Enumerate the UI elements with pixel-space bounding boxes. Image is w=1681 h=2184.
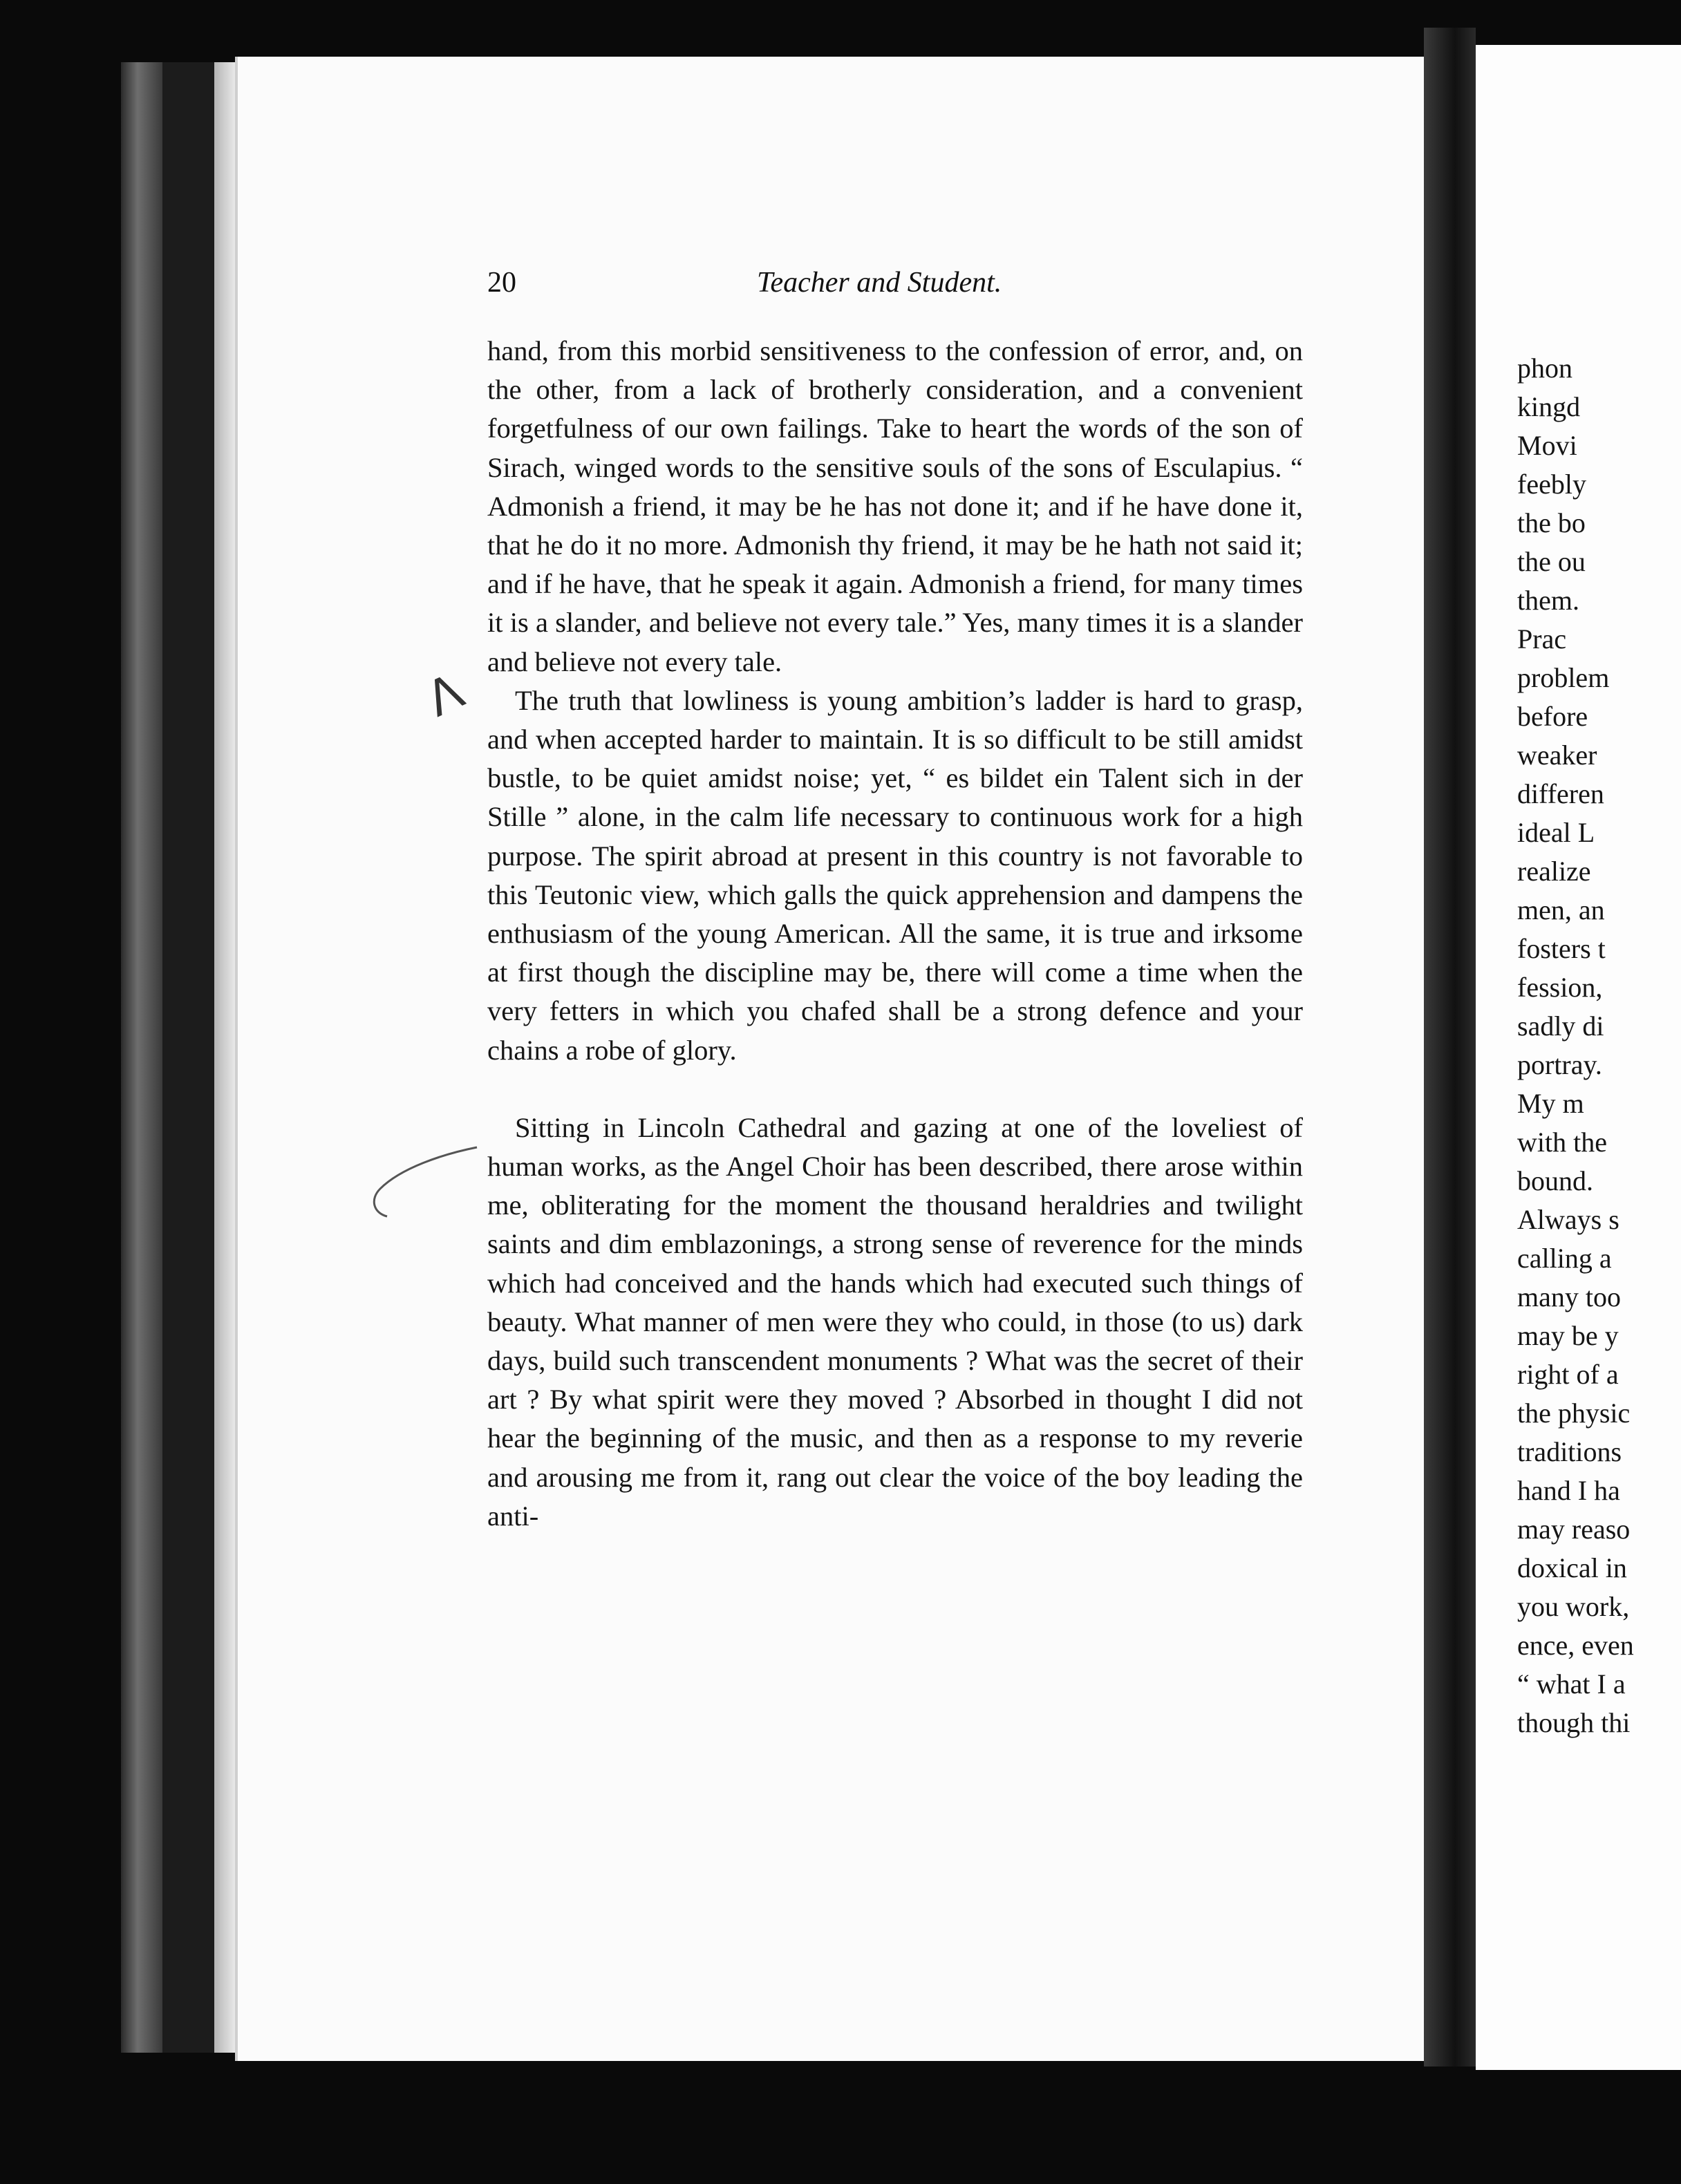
page-number: 20 — [487, 267, 516, 299]
right-line: though thi — [1517, 1707, 1631, 1738]
right-line: sadly di — [1517, 1010, 1604, 1042]
book-edge-outer — [121, 62, 162, 2053]
right-line: may be y — [1517, 1320, 1619, 1351]
right-line: hand I ha — [1517, 1475, 1620, 1506]
right-line: right of a — [1517, 1359, 1619, 1390]
left-page-body — [487, 332, 1303, 1536]
book-edge-dark — [162, 62, 214, 2053]
right-line: with the — [1517, 1127, 1607, 1158]
right-line: My m — [1517, 1088, 1584, 1119]
right-line: weaker — [1517, 740, 1597, 771]
right-line: many too — [1517, 1281, 1621, 1312]
right-line: you work, — [1517, 1591, 1630, 1622]
right-line: phon — [1517, 352, 1572, 384]
right-line: the ou — [1517, 546, 1586, 577]
right-line: realize — [1517, 856, 1591, 887]
right-line: differen — [1517, 778, 1604, 809]
running-title: Teacher and Student. — [757, 267, 1002, 299]
right-line: them. — [1517, 585, 1579, 616]
book-edge-pages — [214, 62, 235, 2053]
paragraph-1: hand, from this morbid sensitiveness to the confession of error, and, on the other, from a lack of brotherly consideration, and a convenient forgetfulness of our own failings. Take to heart the words of the son of Sirach, winged words to the sensitive souls of the sons of Esculapius. “ Admonish a friend, it may be he has not done it; and if he have done it, that he do it no more. Admonish thy friend, it may be he hath not said it; and if he have, that he speak it again. Admonish a friend, for many times it is a slander, and believe not every tale.” Yes, many times it is a slander and believe not every tale. — [487, 335, 1303, 677]
right-line: problem — [1517, 662, 1610, 693]
right-line: the bo — [1517, 507, 1586, 538]
right-page-body — [1517, 349, 1681, 1742]
right-line: fosters t — [1517, 933, 1606, 964]
right-line: may reaso — [1517, 1514, 1631, 1545]
right-line: ence, even — [1517, 1630, 1634, 1661]
right-line: fession, — [1517, 972, 1603, 1003]
right-line: doxical in — [1517, 1552, 1627, 1583]
right-line: portray. — [1517, 1049, 1602, 1080]
right-line: calling a — [1517, 1243, 1612, 1274]
right-line: Prac — [1517, 623, 1567, 655]
right-line: ideal L — [1517, 817, 1595, 848]
right-line: “ what I a — [1517, 1668, 1626, 1700]
right-line: traditions — [1517, 1436, 1622, 1467]
right-line: before — [1517, 701, 1588, 732]
right-line: the physic — [1517, 1397, 1631, 1429]
paragraph-2: The truth that lowliness is young ambition’s ladder is hard to grasp, and when accepted harder to maintain. It is so difficult to be still amidst bustle, to be quiet amidst noise; yet, “ es bildet ein Talent sich in der Stille ” alone, in the calm life necessary to continuous work for a high purpose. The spirit abroad at present in this country is not favorable to this Teutonic view, which galls the quick apprehension and dampens the enthusiasm of the young American. All the same, it is true and irksome at first though the discipline may be, there will come a time when the very fetters in which you chafed shall be a strong defence and your chains a robe of glory. — [487, 684, 1303, 1066]
margin-caret-mark: Λ — [417, 662, 472, 728]
paragraph-3: Sitting in Lincoln Cathedral and gazing at one of the loveliest of human works, as the Angel Choir has been described, there arose within me, obliterating for the moment the thousand heraldries and twilight saints and dim emblazonings, a strong sense of reverence for the minds which had conceived and the hands which had executed such things of beauty. What manner of men were they who could, in those (to us) dark days, build such transcendent monuments ? What was the secret of their art ? By what spirit were they moved ? Absorbed in thought I did not hear the beginning of the music, and then as a response to my reverie and arousing me from it, rang out clear the voice of the boy leading the anti- — [487, 1111, 1303, 1532]
right-line: kingd — [1517, 391, 1581, 422]
right-line: Movi — [1517, 430, 1577, 461]
right-line: feebly — [1517, 469, 1586, 500]
page-header — [487, 266, 1310, 308]
margin-pencil-curve — [359, 1140, 484, 1223]
right-line: Always s — [1517, 1204, 1619, 1235]
right-line: bound. — [1517, 1165, 1593, 1196]
right-line: men, an — [1517, 894, 1605, 925]
book-gutter — [1424, 28, 1476, 2067]
